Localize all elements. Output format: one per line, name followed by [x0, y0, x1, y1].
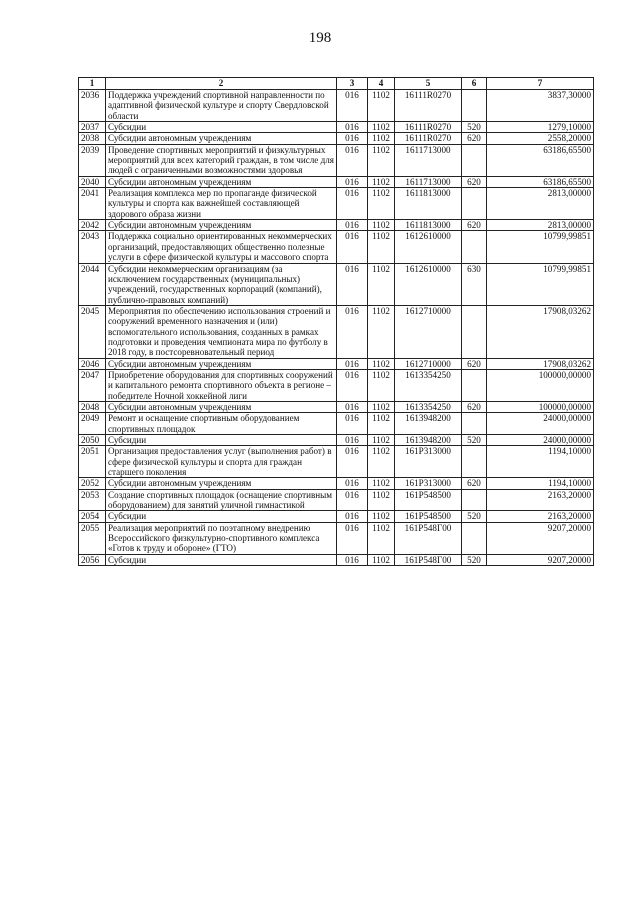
row-number: 2036	[79, 90, 106, 122]
row-section-code: 1102	[368, 133, 395, 144]
row-section-code: 1102	[368, 358, 395, 369]
row-amount: 1279,10000	[487, 122, 594, 133]
row-name: Приобретение оборудования для спортивных сооружений и капитального ремонта спортивного объекта в регионе – победителе Ночной хоккейной лиги	[106, 369, 337, 401]
row-name: Поддержка учреждений спортивной направленности по адаптивной физической культуре и спорту Свердловской области	[106, 90, 337, 122]
row-expense-type-code: 520	[462, 122, 487, 133]
table-row	[79, 263, 594, 305]
row-ministry-code: 016	[337, 358, 368, 369]
row-amount: 63186,65500	[487, 176, 594, 187]
row-number: 2049	[79, 413, 106, 435]
row-ministry-code: 016	[337, 231, 368, 263]
table-row	[79, 489, 594, 511]
column-header: 1	[79, 78, 106, 90]
row-section-code: 1102	[368, 188, 395, 220]
row-section-code: 1102	[368, 522, 395, 554]
row-name: Создание спортивных площадок (оснащение спортивным оборудованием) для занятий уличной гимнастикой	[106, 489, 337, 511]
row-amount: 2163,20000	[487, 489, 594, 511]
row-section-code: 1102	[368, 90, 395, 122]
row-section-code: 1102	[368, 489, 395, 511]
row-name: Субсидии	[106, 435, 337, 446]
table-row	[79, 554, 594, 565]
table-row	[79, 122, 594, 133]
row-target-code: 16111R0270	[395, 90, 462, 122]
row-expense-type-code: 620	[462, 478, 487, 489]
row-amount: 1194,10000	[487, 478, 594, 489]
row-target-code: 1611813000	[395, 220, 462, 231]
row-name: Организация предоставления услуг (выполнения работ) в сфере физической культуры и спорта для граждан старшего поколения	[106, 446, 337, 478]
row-name: Субсидии некоммерческим организациям (за исключением государственных (муниципальных) учреждений, государственных корпораций (компаний), публично-правовых компаний)	[106, 263, 337, 305]
row-name: Мероприятия по обеспечению использования строений и сооружений временного назначения и (или) вспомогательного использования, созданных в рамках подготовки и проведения чемпионата мира по футболу в 2018 году, в постсоревновательный период	[106, 305, 337, 358]
row-name: Поддержка социально ориентированных некоммерческих организаций, предоставляющих общественно полезные услуги в сфере физической культуры и массового спорта	[106, 231, 337, 263]
row-amount: 2813,00000	[487, 188, 594, 220]
row-amount: 100000,00000	[487, 369, 594, 401]
row-name: Ремонт и оснащение спортивным оборудованием спортивных площадок	[106, 413, 337, 435]
column-header: 3	[337, 78, 368, 90]
row-expense-type-code	[462, 188, 487, 220]
row-target-code: 1611713000	[395, 176, 462, 187]
row-section-code: 1102	[368, 122, 395, 133]
table-row	[79, 478, 594, 489]
table-row	[79, 133, 594, 144]
row-ministry-code: 016	[337, 522, 368, 554]
row-section-code: 1102	[368, 554, 395, 565]
row-name: Субсидии	[106, 554, 337, 565]
row-number: 2048	[79, 401, 106, 412]
row-number: 2050	[79, 435, 106, 446]
row-number: 2037	[79, 122, 106, 133]
row-expense-type-code: 630	[462, 263, 487, 305]
row-section-code: 1102	[368, 478, 395, 489]
row-expense-type-code	[462, 90, 487, 122]
table-row	[79, 220, 594, 231]
row-expense-type-code: 520	[462, 554, 487, 565]
row-target-code: 161P548Г00	[395, 522, 462, 554]
table-row	[79, 369, 594, 401]
table-row	[79, 435, 594, 446]
row-amount: 63186,65500	[487, 144, 594, 176]
row-ministry-code: 016	[337, 188, 368, 220]
table-row	[79, 401, 594, 412]
row-number: 2046	[79, 358, 106, 369]
row-number: 2056	[79, 554, 106, 565]
table-row	[79, 231, 594, 263]
row-number: 2047	[79, 369, 106, 401]
row-amount: 100000,00000	[487, 401, 594, 412]
row-expense-type-code: 520	[462, 435, 487, 446]
row-ministry-code: 016	[337, 90, 368, 122]
row-expense-type-code	[462, 489, 487, 511]
row-amount: 2163,20000	[487, 511, 594, 522]
row-ministry-code: 016	[337, 446, 368, 478]
row-target-code: 161P313000	[395, 478, 462, 489]
row-section-code: 1102	[368, 231, 395, 263]
row-amount: 2813,00000	[487, 220, 594, 231]
row-target-code: 1611813000	[395, 188, 462, 220]
table-row	[79, 90, 594, 122]
row-number: 2052	[79, 478, 106, 489]
row-expense-type-code: 620	[462, 401, 487, 412]
row-section-code: 1102	[368, 263, 395, 305]
row-ministry-code: 016	[337, 401, 368, 412]
row-name: Субсидии автономным учреждениям	[106, 133, 337, 144]
row-amount: 2558,20000	[487, 133, 594, 144]
row-target-code: 161P313000	[395, 446, 462, 478]
row-section-code: 1102	[368, 413, 395, 435]
row-amount: 24000,00000	[487, 413, 594, 435]
row-expense-type-code: 620	[462, 358, 487, 369]
row-name: Субсидии	[106, 511, 337, 522]
row-name: Субсидии автономным учреждениям	[106, 358, 337, 369]
row-ministry-code: 016	[337, 435, 368, 446]
page-number: 198	[308, 30, 332, 46]
row-name: Субсидии автономным учреждениям	[106, 478, 337, 489]
row-name: Субсидии автономным учреждениям	[106, 176, 337, 187]
row-expense-type-code: 620	[462, 133, 487, 144]
row-target-code: 1613354250	[395, 401, 462, 412]
row-ministry-code: 016	[337, 413, 368, 435]
row-amount: 10799,99851	[487, 231, 594, 263]
row-section-code: 1102	[368, 435, 395, 446]
row-target-code: 16111R0270	[395, 133, 462, 144]
row-expense-type-code	[462, 144, 487, 176]
row-ministry-code: 016	[337, 176, 368, 187]
row-number: 2053	[79, 489, 106, 511]
column-header: 7	[487, 78, 594, 90]
row-name: Субсидии автономным учреждениям	[106, 220, 337, 231]
row-section-code: 1102	[368, 446, 395, 478]
row-number: 2051	[79, 446, 106, 478]
column-header: 6	[462, 78, 487, 90]
row-expense-type-code	[462, 446, 487, 478]
row-expense-type-code	[462, 413, 487, 435]
row-target-code: 1611713000	[395, 144, 462, 176]
row-section-code: 1102	[368, 144, 395, 176]
table-row	[79, 188, 594, 220]
row-target-code: 161P548500	[395, 511, 462, 522]
table-row	[79, 144, 594, 176]
row-amount: 24000,00000	[487, 435, 594, 446]
budget-table	[78, 77, 594, 566]
row-ministry-code: 016	[337, 122, 368, 133]
row-amount: 9207,20000	[487, 522, 594, 554]
row-number: 2042	[79, 220, 106, 231]
row-target-code: 16111R0270	[395, 122, 462, 133]
row-target-code: 1612710000	[395, 358, 462, 369]
row-amount: 17908,03262	[487, 358, 594, 369]
row-ministry-code: 016	[337, 263, 368, 305]
row-number: 2045	[79, 305, 106, 358]
row-amount: 10799,99851	[487, 263, 594, 305]
column-header: 4	[368, 78, 395, 90]
row-target-code: 1613948200	[395, 435, 462, 446]
table-row	[79, 358, 594, 369]
row-name: Реализация мероприятий по поэтапному внедрению Всероссийского физкультурно-спортивного комплекса «Готов к труду и обороне» (ГТО)	[106, 522, 337, 554]
table-row	[79, 511, 594, 522]
row-section-code: 1102	[368, 305, 395, 358]
row-ministry-code: 016	[337, 369, 368, 401]
row-ministry-code: 016	[337, 478, 368, 489]
row-target-code: 161P548500	[395, 489, 462, 511]
row-expense-type-code	[462, 231, 487, 263]
row-ministry-code: 016	[337, 554, 368, 565]
row-number: 2054	[79, 511, 106, 522]
row-number: 2041	[79, 188, 106, 220]
row-target-code: 1612610000	[395, 231, 462, 263]
row-number: 2055	[79, 522, 106, 554]
row-ministry-code: 016	[337, 511, 368, 522]
table-row	[79, 413, 594, 435]
row-amount: 1194,10000	[487, 446, 594, 478]
row-number: 2039	[79, 144, 106, 176]
row-section-code: 1102	[368, 401, 395, 412]
table-header-row	[79, 78, 594, 90]
table-row	[79, 446, 594, 478]
row-section-code: 1102	[368, 220, 395, 231]
row-name: Реализация комплекса мер по пропаганде физической культуры и спорта как важнейшей составляющей здорового образа жизни	[106, 188, 337, 220]
row-number: 2040	[79, 176, 106, 187]
row-target-code: 1612610000	[395, 263, 462, 305]
row-target-code: 1613948200	[395, 413, 462, 435]
row-number: 2044	[79, 263, 106, 305]
row-number: 2043	[79, 231, 106, 263]
table-row	[79, 522, 594, 554]
row-target-code: 1612710000	[395, 305, 462, 358]
column-header: 2	[106, 78, 337, 90]
row-target-code: 161P548Г00	[395, 554, 462, 565]
row-expense-type-code	[462, 522, 487, 554]
column-header: 5	[395, 78, 462, 90]
row-amount: 3837,30000	[487, 90, 594, 122]
row-name: Субсидии автономным учреждениям	[106, 401, 337, 412]
row-ministry-code: 016	[337, 133, 368, 144]
row-ministry-code: 016	[337, 220, 368, 231]
row-expense-type-code	[462, 305, 487, 358]
row-ministry-code: 016	[337, 305, 368, 358]
row-name: Проведение спортивных мероприятий и физкультурных мероприятий для всех категорий граждан, в том числе для людей с ограниченными возможностями здоровья	[106, 144, 337, 176]
row-section-code: 1102	[368, 511, 395, 522]
row-expense-type-code: 620	[462, 176, 487, 187]
row-expense-type-code: 620	[462, 220, 487, 231]
table-row	[79, 305, 594, 358]
table-row	[79, 176, 594, 187]
row-amount: 9207,20000	[487, 554, 594, 565]
row-name: Субсидии	[106, 122, 337, 133]
row-target-code: 1613354250	[395, 369, 462, 401]
row-expense-type-code: 520	[462, 511, 487, 522]
row-amount: 17908,03262	[487, 305, 594, 358]
row-ministry-code: 016	[337, 144, 368, 176]
row-expense-type-code	[462, 369, 487, 401]
row-section-code: 1102	[368, 176, 395, 187]
row-number: 2038	[79, 133, 106, 144]
row-ministry-code: 016	[337, 489, 368, 511]
row-section-code: 1102	[368, 369, 395, 401]
